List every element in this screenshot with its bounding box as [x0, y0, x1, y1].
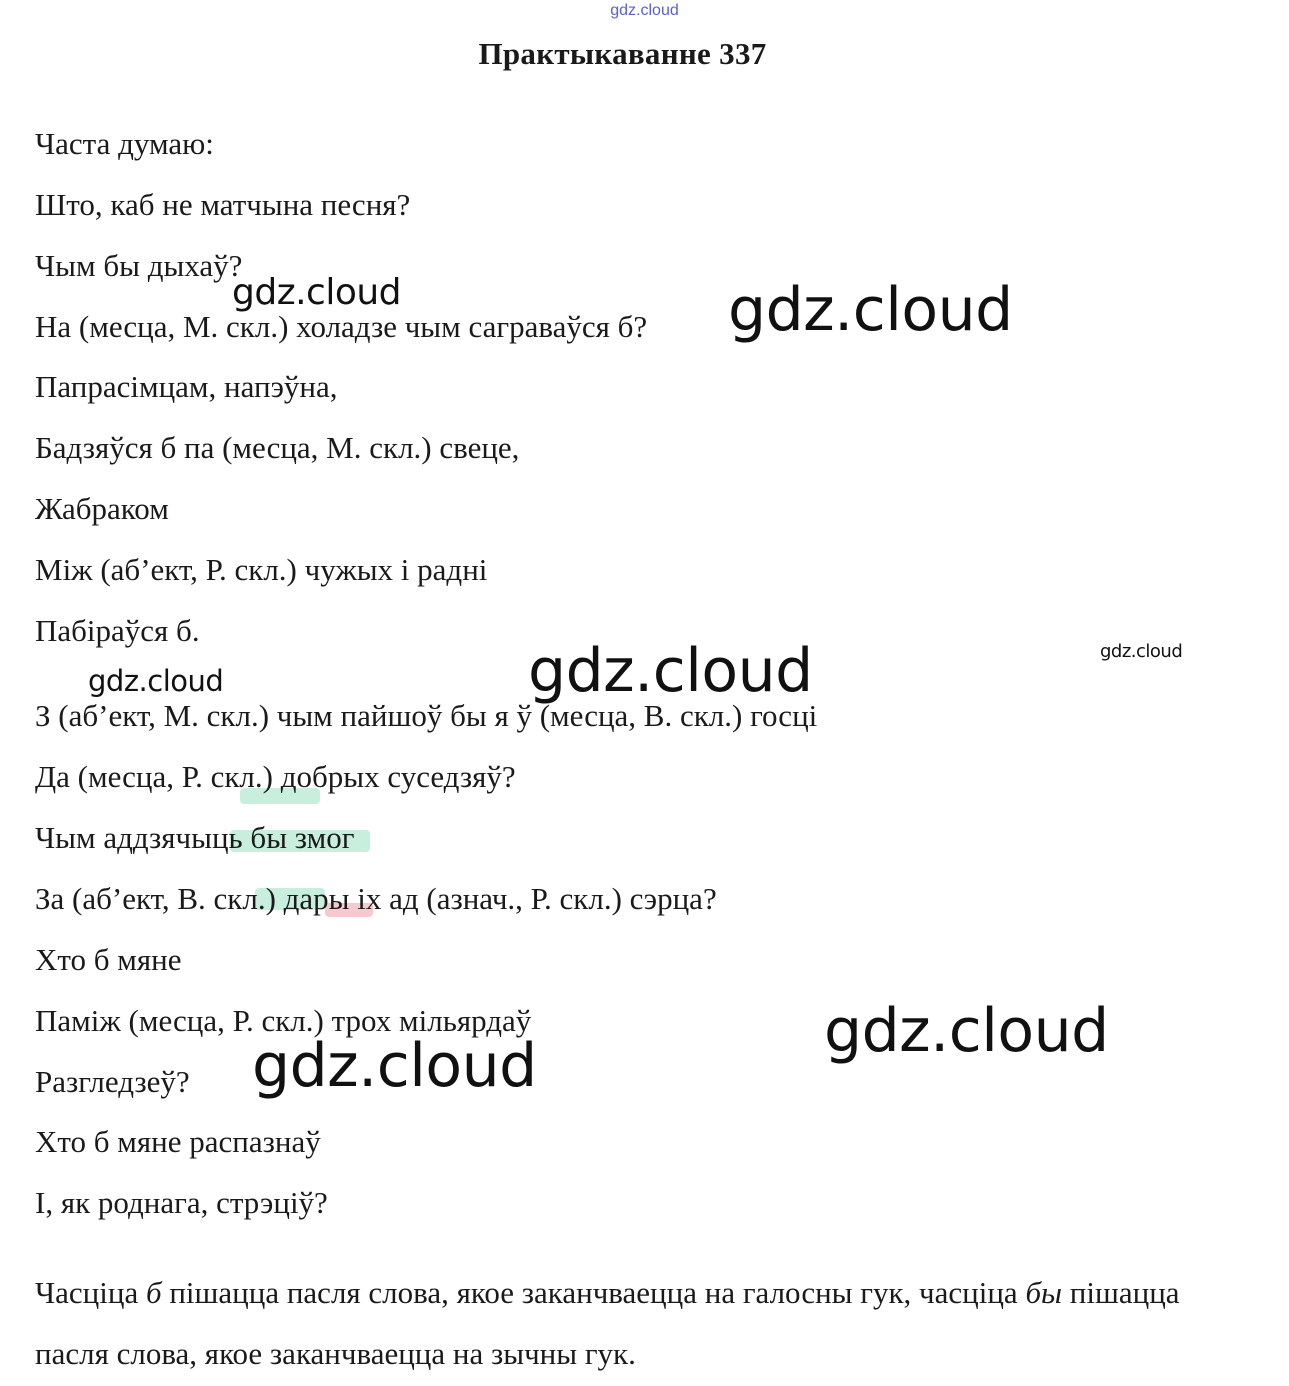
note-particle-b: б: [145, 1275, 162, 1310]
watermark: gdz.cloud: [252, 1031, 537, 1101]
poem-line: Папрасімцам, напэўна,: [35, 369, 338, 404]
poem-line: Між (аб’ект, Р. скл.) чужых і радні: [35, 552, 488, 587]
poem-line: Хто б мяне распазнаў: [35, 1124, 321, 1159]
poem-line: Паміж (месца, Р. скл.) трох мільярдаў: [35, 1003, 532, 1038]
note-particle-by: бы: [1025, 1275, 1063, 1310]
poem-line: За (аб’ект, В. скл.) дары іх ад (азнач., Р. скл.) сэрца?: [35, 881, 717, 916]
note-text: пішацца пасля слова, якое заканчваецца на галосны гук, часціца: [161, 1275, 1026, 1310]
poem-line: Што, каб не матчына песня?: [35, 187, 411, 222]
page-title: Практыкаванне 337: [478, 36, 767, 71]
poem-line: Бадзяўся б па (месца, М. скл.) свеце,: [35, 430, 520, 465]
watermark: gdz.cloud: [88, 664, 224, 698]
poem-line: Жабраком: [35, 491, 169, 526]
watermark: gdz.cloud: [728, 275, 1013, 345]
note-text: Часціца: [35, 1275, 146, 1310]
poem-line: На (месца, М. скл.) холадзе чым саграваўся б?: [35, 309, 648, 344]
poem-line: Чым бы дыхаў?: [35, 248, 243, 283]
poem-line: Пабіраўся б.: [35, 613, 200, 648]
poem-line: Да (месца, Р. скл.) добрых суседзяў?: [35, 759, 516, 794]
poem-line: З (аб’ект, М. скл.) чым пайшоў бы я ў (месца, В. скл.) госці: [35, 698, 818, 733]
watermark: gdz.cloud: [1100, 641, 1183, 662]
watermark: gdz.cloud: [824, 996, 1109, 1066]
poem-line: Часта думаю:: [35, 126, 214, 161]
poem-line: Разгледзеў?: [35, 1064, 190, 1099]
watermark: gdz.cloud: [528, 636, 813, 706]
top-watermark: gdz.cloud: [610, 2, 679, 19]
poem-line: Хто б мяне: [35, 942, 182, 977]
note-text: пішацца пасля слова, якое заканчваецца на зычны гук.: [35, 1275, 1180, 1371]
poem-line: Чым аддзячыць бы змог: [35, 820, 355, 855]
poem-line: І, як роднага, стрэціў?: [35, 1185, 328, 1220]
note-paragraph: [35, 1262, 1235, 1384]
watermark: gdz.cloud: [232, 272, 402, 313]
